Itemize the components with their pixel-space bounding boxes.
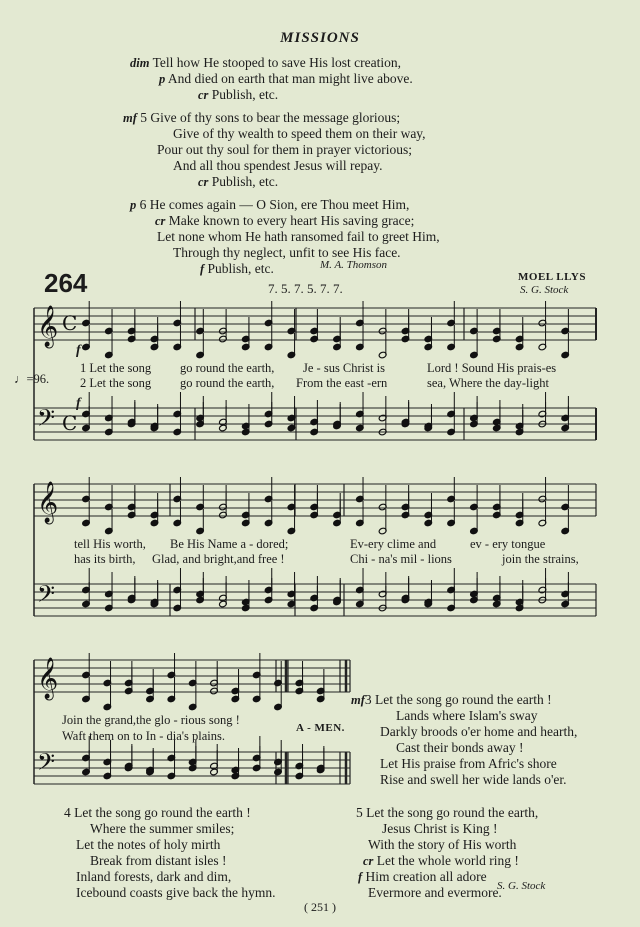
text-author: S. G. Stock (497, 880, 546, 892)
lyric: ev - ery tongue (470, 537, 546, 551)
lyric: has its birth, (74, 552, 136, 566)
lyric: Glad, and bright,and free ! (152, 552, 285, 566)
verse-line: Icebound coasts give back the hymn. (76, 885, 276, 900)
verse-line: And all thou spendest Jesus will repay. (173, 158, 383, 173)
svg-text:C: C (62, 411, 78, 435)
svg-text:C: C (62, 311, 78, 335)
lyric: Lord ! Sound His prais-es (427, 361, 557, 375)
section-title: MISSIONS (280, 30, 360, 46)
verse-line: Let His praise from Afric's shore (380, 756, 557, 771)
verse-line: Give of thy wealth to speed them on their way, (173, 126, 426, 141)
lyric: Ev-ery clime and (350, 537, 437, 551)
dynamic-mark: f (76, 396, 81, 411)
verse-line: mf 5 Give of thy sons to bear the message glorious; (123, 110, 401, 125)
verse-line: dim Tell how He stooped to save His lost creation, (130, 55, 401, 70)
verse-line: Where the summer smiles; (90, 821, 235, 836)
verse-line: p And died on earth that man might live above. (159, 71, 413, 86)
prev-hymn-author: M. A. Thomson (320, 259, 388, 271)
verse-line: cr Publish, etc. (198, 87, 279, 102)
svg-text:𝄞: 𝄞 (37, 658, 59, 699)
verse-line: mf3 Let the song go round the earth ! (351, 692, 552, 707)
verse-line: Darkly broods o'er home and hearth, (380, 724, 578, 739)
lyric: tell His worth, (74, 537, 146, 551)
verse-line: Rise and swell her wide lands o'er. (380, 772, 567, 787)
verse-line: Pour out thy soul for them in prayer victorious; (157, 142, 412, 157)
lyric: From the east -ern (296, 376, 388, 390)
lyric: Waft them on to In - dia's plains. (62, 729, 226, 743)
verse-line: With the story of His worth (368, 837, 517, 852)
svg-text:𝄢: 𝄢 (37, 580, 56, 613)
lyric: go round the earth, (180, 376, 275, 390)
svg-text:𝄢: 𝄢 (37, 404, 56, 437)
verse-line: p 6 He comes again — O Sion, ere Thou meet Him, (130, 197, 410, 212)
verse-line: f Publish, etc. (200, 261, 274, 276)
verse-line: f Him creation all adore (358, 869, 487, 884)
verse-line: Cast their bonds away ! (396, 740, 524, 755)
tune-name: MOEL LLYS (518, 271, 586, 283)
lyric: Join the grand,the glo - rious song ! (62, 713, 240, 727)
dynamic-mark: f (76, 343, 81, 358)
verse-line: cr Publish, etc. (198, 174, 279, 189)
verse-line: Let the notes of holy mirth (76, 837, 221, 852)
hymn-meter: 7. 5. 7. 5. 7. 7. (268, 281, 343, 296)
verse-line: Let none whom He hath ransomed fail to greet Him, (157, 229, 440, 244)
verse-line: Lands where Islam's sway (396, 708, 538, 723)
lyric: 1 Let the song (80, 361, 152, 375)
verse-line: Jesus Christ is King ! (382, 821, 498, 836)
verse-line: cr Make known to every heart His saving grace; (155, 213, 415, 228)
verse-line: 5 Let the song go round the earth, (356, 805, 539, 820)
verse-line: 4 Let the song go round the earth ! (64, 805, 251, 820)
hymn-number: 264 (44, 268, 88, 298)
tune-author: S. G. Stock (520, 284, 569, 296)
lyric: Chi - na's mil - lions (350, 552, 452, 566)
verse-line: Inland forests, dark and dim, (76, 869, 232, 884)
lyric: sea, Where the day-light (427, 376, 549, 390)
tempo-mark: ♩=96. (14, 372, 50, 386)
verse-line: Through thy neglect, unfit to see His face. (173, 245, 401, 260)
verse-line: cr Let the whole world ring ! (363, 853, 519, 868)
svg-text:𝄢: 𝄢 (37, 748, 56, 781)
verse-line: Break from distant isles ! (90, 853, 227, 868)
amen-label: A - MEN. (296, 722, 345, 734)
page-number: ( 251 ) (304, 900, 336, 914)
verse-line: Evermore and evermore. (368, 885, 502, 900)
lyric: Je - sus Christ is (303, 361, 385, 375)
lyric: 2 Let the song (80, 376, 152, 390)
svg-text:𝄞: 𝄞 (37, 306, 59, 347)
lyric: Be His Name a - dored; (170, 537, 289, 551)
lyric: go round the earth, (180, 361, 275, 375)
svg-text:𝄞: 𝄞 (37, 482, 59, 523)
lyric: join the strains, (502, 552, 579, 566)
